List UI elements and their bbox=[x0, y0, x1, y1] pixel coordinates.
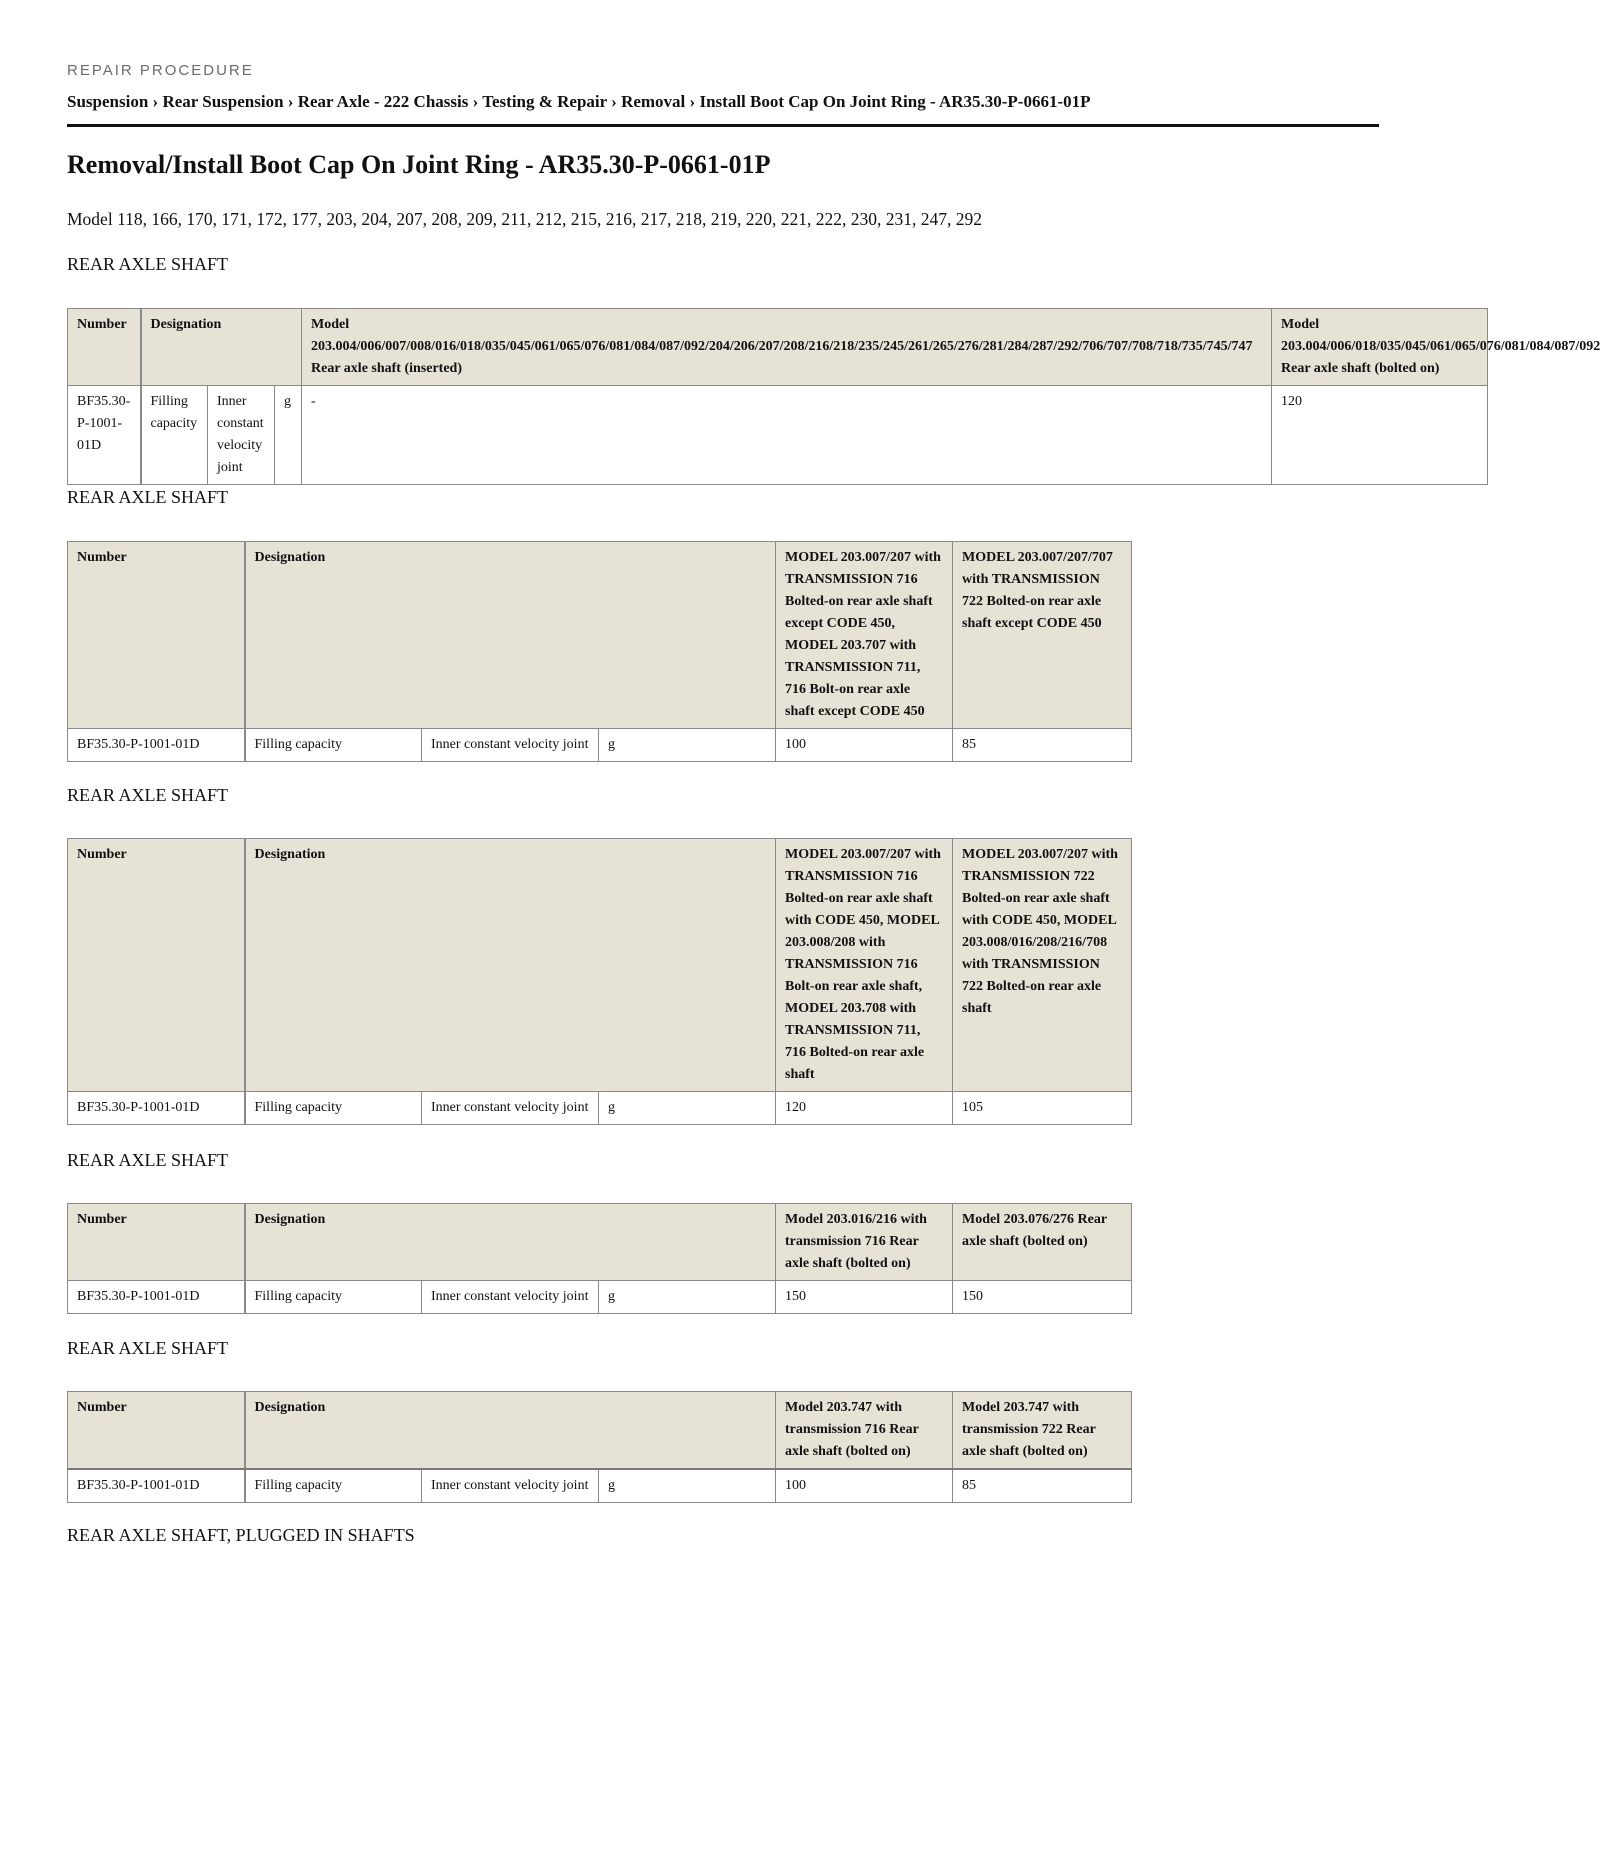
cell-designation: Filling capacity bbox=[245, 1092, 422, 1125]
column-header-designation: Designation bbox=[245, 542, 776, 729]
table-row bbox=[68, 386, 1488, 485]
cell-value-a: - bbox=[302, 386, 1272, 485]
column-header-model-a: Model 203.016/216 with transmission 716 Rear axle shaft (bolted on) bbox=[776, 1204, 953, 1281]
cell-unit: g bbox=[599, 729, 776, 762]
cell-value-b: 120 bbox=[1272, 386, 1488, 485]
cell-number: BF35.30-P-1001-01D bbox=[68, 1469, 245, 1503]
table-row bbox=[68, 1469, 1132, 1503]
cell-component: Inner constant velocity joint bbox=[208, 386, 275, 485]
table-row bbox=[68, 1092, 1132, 1125]
page-title: Removal/Install Boot Cap On Joint Ring - AR35.30-P-0661-01P bbox=[67, 150, 771, 179]
table-header-row bbox=[68, 542, 1132, 729]
filling-capacity-table bbox=[67, 838, 1132, 1125]
applicable-models: Model 118, 166, 170, 171, 172, 177, 203, 204, 207, 208, 209, 211, 212, 215, 216, 217, 218, 219, 220, 221, 222, 230, 231, 247, 292 bbox=[67, 209, 983, 229]
cell-unit: g bbox=[599, 1469, 776, 1503]
cell-component: Inner constant velocity joint bbox=[422, 1281, 599, 1314]
breadcrumb-item-testing-repair[interactable]: Testing & Repair bbox=[482, 92, 607, 111]
column-header-model-a: MODEL 203.007/207 with TRANSMISSION 716 Bolted-on rear axle shaft except CODE 450, MODEL 203.707 with TRANSMISSION 711, 716 Bolt-on rear axle shaft except CODE 450 bbox=[776, 542, 953, 729]
breadcrumb-item-current: Install Boot Cap On Joint Ring - AR35.30-P-0661-01P bbox=[699, 92, 1091, 111]
section-label: REAR AXLE SHAFT, PLUGGED IN SHAFTS bbox=[67, 1525, 415, 1545]
header-line: Model bbox=[1281, 317, 1320, 332]
breadcrumb-separator: › bbox=[287, 92, 298, 111]
header-line: 203.004/006/007/008/016/018/035/045/061/065/076/081/084/087/092/204/206/207/208/216/218/235/245/261/265/276/281/284/287/292/706/707/708/718/735/745/747 bbox=[311, 339, 1253, 354]
cell-designation: Filling capacity bbox=[245, 1281, 422, 1314]
breadcrumb-separator: › bbox=[689, 92, 700, 111]
header-line: Rear axle shaft (bolted on) bbox=[1281, 361, 1440, 376]
breadcrumb-item-rear-axle[interactable]: Rear Axle - 222 Chassis bbox=[297, 92, 469, 111]
column-header-model-b bbox=[1272, 309, 1600, 386]
column-header-model-b: MODEL 203.007/207/707 with TRANSMISSION 722 Bolted-on rear axle shaft except CODE 450 bbox=[953, 542, 1132, 729]
table-row bbox=[68, 1281, 1132, 1314]
section-label: REAR AXLE SHAFT bbox=[67, 1150, 229, 1170]
column-header-number: Number bbox=[68, 1392, 245, 1470]
cell-designation: Filling capacity bbox=[245, 729, 422, 762]
column-header-number: Number bbox=[68, 542, 245, 729]
column-header-model-a bbox=[302, 309, 1272, 386]
table-header-row bbox=[68, 309, 1488, 386]
column-header-model-a: Model 203.747 with transmission 716 Rear axle shaft (bolted on) bbox=[776, 1392, 953, 1470]
breadcrumb-item-rear-suspension[interactable]: Rear Suspension bbox=[162, 92, 284, 111]
cell-value-b: 85 bbox=[953, 729, 1132, 762]
column-header-model-b: Model 203.076/276 Rear axle shaft (bolted on) bbox=[953, 1204, 1132, 1281]
breadcrumb-item-removal[interactable]: Removal bbox=[621, 92, 686, 111]
cell-component: Inner constant velocity joint bbox=[422, 1469, 599, 1503]
column-header-designation: Designation bbox=[245, 839, 776, 1092]
cell-component: Inner constant velocity joint bbox=[422, 1092, 599, 1125]
breadcrumb-item-suspension[interactable]: Suspension bbox=[67, 92, 149, 111]
column-header-designation: Designation bbox=[245, 1204, 776, 1281]
filling-capacity-table bbox=[67, 541, 1132, 762]
column-header-model-a: MODEL 203.007/207 with TRANSMISSION 716 Bolted-on rear axle shaft with CODE 450, MODEL 203.008/208 with TRANSMISSION 716 Bolt-on rear axle shaft, MODEL 203.708 with TRANSMISSION 711, 716 Bolted-on rear axle shaft bbox=[776, 839, 953, 1092]
table-header-row bbox=[68, 839, 1132, 1092]
column-header-model-b: Model 203.747 with transmission 722 Rear axle shaft (bolted on) bbox=[953, 1392, 1132, 1470]
cell-number: BF35.30-P-1001-01D bbox=[68, 386, 141, 485]
breadcrumb-separator: › bbox=[611, 92, 622, 111]
cell-unit: g bbox=[599, 1281, 776, 1314]
breadcrumb-separator: › bbox=[152, 92, 163, 111]
column-header-designation: Designation bbox=[141, 309, 302, 386]
cell-unit: g bbox=[275, 386, 302, 485]
table-row bbox=[68, 729, 1132, 762]
cell-designation: Filling capacity bbox=[141, 386, 208, 485]
column-header-number: Number bbox=[68, 1204, 245, 1281]
column-header-designation: Designation bbox=[245, 1392, 776, 1470]
cell-value-a: 100 bbox=[776, 729, 953, 762]
cell-value-b: 85 bbox=[953, 1469, 1132, 1503]
filling-capacity-table bbox=[67, 308, 1600, 485]
section-label: REAR AXLE SHAFT bbox=[67, 254, 229, 274]
cell-value-a: 150 bbox=[776, 1281, 953, 1314]
section-label: REAR AXLE SHAFT bbox=[67, 1338, 229, 1358]
cell-component: Inner constant velocity joint bbox=[422, 729, 599, 762]
cell-number: BF35.30-P-1001-01D bbox=[68, 729, 245, 762]
header-divider bbox=[67, 124, 1379, 127]
cell-unit: g bbox=[599, 1092, 776, 1125]
header-line: Model bbox=[311, 317, 350, 332]
cell-value-a: 100 bbox=[776, 1469, 953, 1503]
table-header-row bbox=[68, 1204, 1132, 1281]
cell-designation: Filling capacity bbox=[245, 1469, 422, 1503]
cell-value-a: 120 bbox=[776, 1092, 953, 1125]
breadcrumb bbox=[67, 92, 1091, 112]
document-kicker: REPAIR PROCEDURE bbox=[67, 62, 254, 79]
column-header-number: Number bbox=[68, 309, 141, 386]
cell-value-b: 150 bbox=[953, 1281, 1132, 1314]
cell-number: BF35.30-P-1001-01D bbox=[68, 1092, 245, 1125]
column-header-number: Number bbox=[68, 839, 245, 1092]
header-line: 203.004/006/018/035/045/061/065/076/081/084/087/092 bbox=[1281, 339, 1600, 354]
table-header-row bbox=[68, 1392, 1132, 1470]
section-label: REAR AXLE SHAFT bbox=[67, 487, 229, 507]
cell-number: BF35.30-P-1001-01D bbox=[68, 1281, 245, 1314]
filling-capacity-table bbox=[67, 1203, 1132, 1314]
cell-value-b: 105 bbox=[953, 1092, 1132, 1125]
breadcrumb-separator: › bbox=[472, 92, 483, 111]
section-label: REAR AXLE SHAFT bbox=[67, 785, 229, 805]
header-line: Rear axle shaft (inserted) bbox=[311, 361, 463, 376]
filling-capacity-table bbox=[67, 1391, 1132, 1503]
column-header-model-b: MODEL 203.007/207 with TRANSMISSION 722 Bolted-on rear axle shaft with CODE 450, MODEL 203.008/016/208/216/708 with TRANSMISSION 722 Bolted-on rear axle shaft bbox=[953, 839, 1132, 1092]
